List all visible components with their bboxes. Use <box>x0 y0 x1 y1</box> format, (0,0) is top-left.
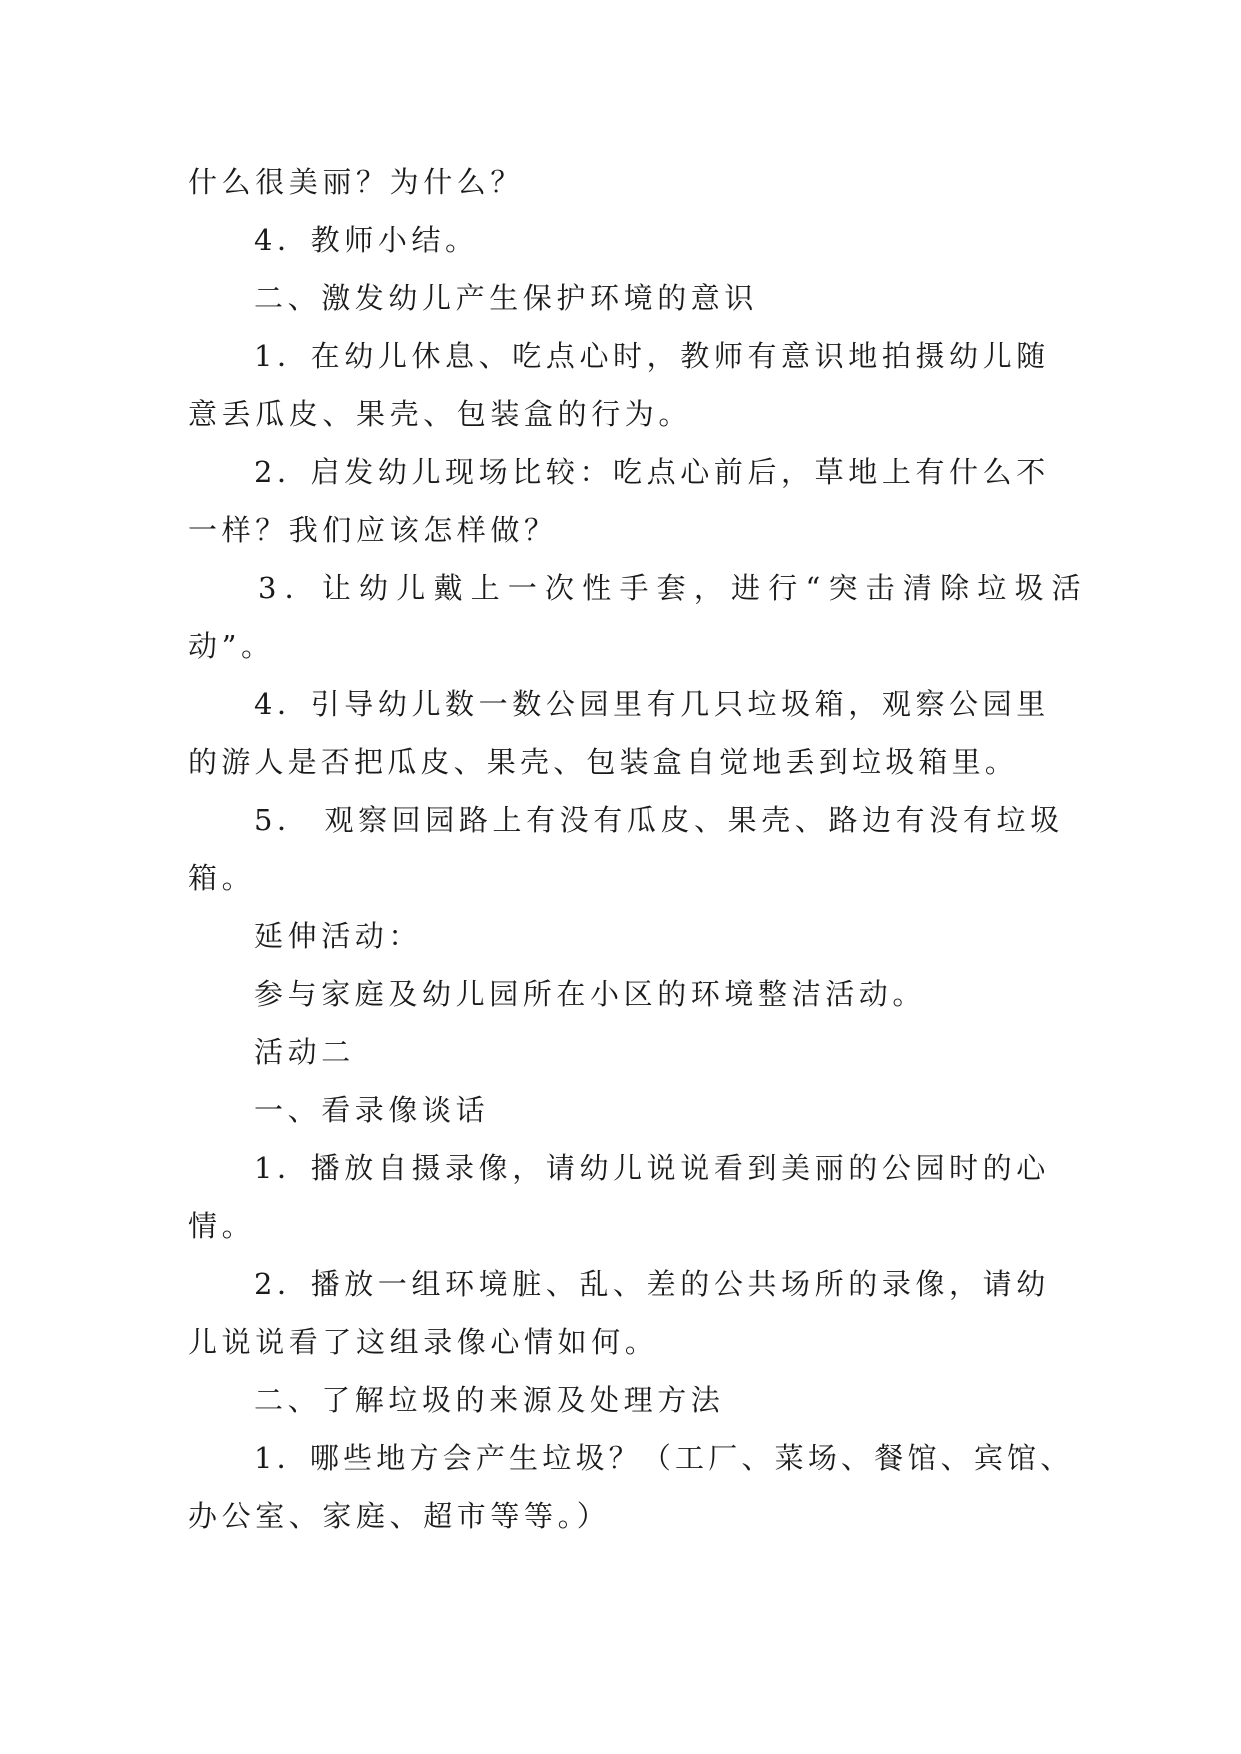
text-line: 意丢瓜皮、果壳、包装盒的行为。 <box>188 397 693 431</box>
text-line: 4．教师小结。 <box>254 223 479 257</box>
section-heading: 二、了解垃圾的来源及处理方法 <box>254 1383 725 1417</box>
text-line: 3．让幼儿戴上一次性手套，进行“突击清除垃圾活 <box>258 571 1089 605</box>
text-line: 的游人是否把瓜皮、果壳、包装盒自觉地丢到垃圾箱里。 <box>188 745 1019 779</box>
section-heading: 一、看录像谈话 <box>254 1093 490 1127</box>
text-line: 什么很美丽？为什么？ <box>188 165 525 199</box>
text-line: 动”。 <box>188 629 275 663</box>
text-line: 2．播放一组环境脏、乱、差的公共场所的录像，请幼 <box>254 1267 1050 1301</box>
text-line: 1．在幼儿休息、吃点心时，教师有意识地拍摄幼儿随 <box>254 339 1050 373</box>
text-line: 办公室、家庭、超市等等。） <box>188 1499 611 1533</box>
section-heading: 延伸活动： <box>254 919 423 953</box>
section-heading: 活动二 <box>254 1035 355 1069</box>
text-line: 5． 观察回园路上有没有瓜皮、果壳、路边有没有垃圾 <box>254 803 1064 837</box>
text-line: 参与家庭及幼儿园所在小区的环境整洁活动。 <box>254 977 927 1011</box>
text-line: 箱。 <box>188 861 256 895</box>
text-line: 4．引导幼儿数一数公园里有几只垃圾箱，观察公园里 <box>254 687 1050 721</box>
text-line: 2．启发幼儿现场比较：吃点心前后，草地上有什么不 <box>254 455 1050 489</box>
text-line: 情。 <box>188 1209 256 1243</box>
text-line: 1．播放自摄录像，请幼儿说说看到美丽的公园时的心 <box>254 1151 1050 1185</box>
section-heading: 二、激发幼儿产生保护环境的意识 <box>254 281 759 315</box>
text-line: 一样？我们应该怎样做？ <box>188 513 558 547</box>
text-line: 1．哪些地方会产生垃圾？（工厂、菜场、餐馆、宾馆、 <box>254 1441 1074 1475</box>
text-line: 儿说说看了这组录像心情如何。 <box>188 1325 659 1359</box>
